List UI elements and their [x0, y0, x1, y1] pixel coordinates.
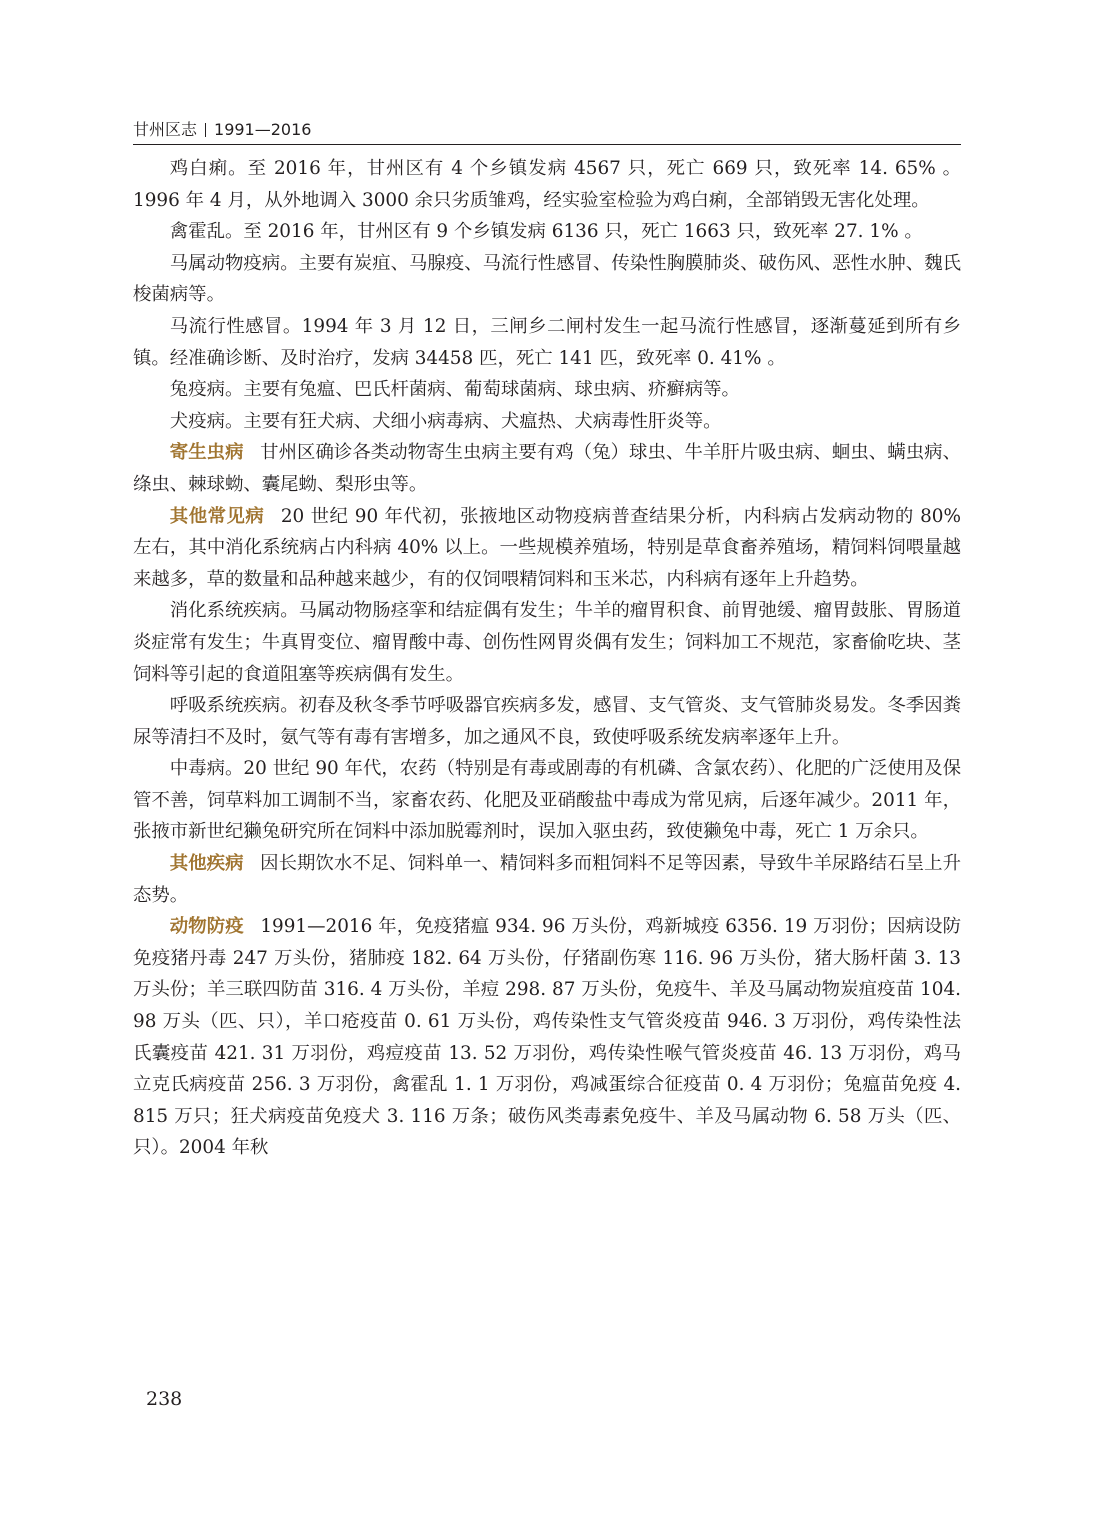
paragraph-digestive-diseases	[133, 595, 961, 690]
paragraph-text: 1991—2016 年，免疫猪瘟 934. 96 万头份，鸡新城疫 6356. 19 万羽份；因病设防免疫猪丹毒 247 万头份，猪肺疫 182. 64 万头份，仔猪副伤寒 116. 96 万头份，猪大肠杆菌 3. 13 万头份；羊三联四防苗 316. 4 万头份，羊痘 298. 87 万头份，免疫牛、羊及马属动物炭疽疫苗 104. 98 万头（匹、只），羊口疮疫苗 0. 61 万头份，鸡传染性支气管炎疫苗 946. 3 万羽份，鸡传染性法氏囊疫苗 421. 31 万羽份，鸡痘疫苗 13. 52 万羽份，鸡传染性喉气管炎疫苗 46. 13 万羽份，鸡马立克氏病疫苗 256. 3 万羽份，禽霍乱 1. 1 万羽份，鸡减蛋综合征疫苗 0. 4 万羽份；兔瘟苗免疫 4. 815 万只；狂犬病疫苗免疫犬 3. 116 万条；破伤风类毒素免疫牛、羊及马属动物 6. 58 万头（匹、只）。2004 年秋	[133, 916, 961, 1159]
paragraph-respiratory-diseases	[133, 690, 961, 753]
book-title: 甘州区志	[133, 120, 198, 139]
paragraph-text: 因长期饮水不足、饲料单一、精饲料多而粗饲料不足等因素，导致牛羊尿路结石呈上升态势。	[133, 853, 961, 906]
paragraph-animal-epidemic-prevention	[133, 911, 961, 1164]
paragraph-text: 马流行性感冒。1994 年 3 月 12 日，三闸乡二闸村发生一起马流行性感冒，逐渐蔓延到所有乡镇。经准确诊断、及时治疗，发病 34458 匹，死亡 141 匹，致死率 0. 41% 。	[133, 315, 961, 369]
paragraph-other-diseases	[133, 848, 961, 911]
paragraph-poisoning	[133, 753, 961, 848]
section-term: 动物防疫	[169, 916, 244, 938]
header-separator	[205, 123, 206, 137]
section-term: 其他疾病	[169, 853, 244, 875]
year-range: 1991—2016	[214, 120, 312, 139]
paragraph-parasitic-diseases	[133, 437, 961, 500]
paragraph-text: 马属动物疫病。主要有炭疽、马腺疫、马流行性感冒、传染性胸膜肺炎、破伤风、恶性水肿、魏氏梭菌病等。	[133, 252, 961, 306]
paragraph-fowl-cholera	[133, 216, 961, 248]
section-term: 寄生虫病	[169, 442, 244, 464]
page-number: 238	[146, 1388, 183, 1410]
paragraph-chicken-pullorum	[133, 153, 961, 216]
paragraph-other-common-diseases	[133, 501, 961, 596]
paragraph-text: 消化系统疾病。马属动物肠痉挛和结症偶有发生；牛羊的瘤胃积食、前胃弛缓、瘤胃鼓胀、胃肠道炎症常有发生；牛真胃变位、瘤胃酸中毒、创伤性网胃炎偶有发生；饲料加工不规范，家畜偷吃块、茎饲料等引起的食道阻塞等疾病偶有发生。	[133, 600, 961, 685]
page-body	[133, 153, 961, 1164]
paragraph-canine-diseases	[133, 406, 961, 438]
running-header	[133, 118, 961, 145]
paragraph-text: 中毒病。20 世纪 90 年代，农药（特别是有毒或剧毒的有机磷、含氯农药）、化肥的广泛使用及保管不善，饲草料加工调制不当，家畜农药、化肥及亚硝酸盐中毒成为常见病，后逐年减少。2011 年，张掖市新世纪獭兔研究所在饲料中添加脱霉剂时，误加入驱虫药，致使獭兔中毒，死亡 1 万余只。	[133, 758, 961, 843]
paragraph-equine-influenza	[133, 311, 961, 374]
paragraph-text: 禽霍乱。至 2016 年，甘州区有 9 个乡镇发病 6136 只，死亡 1663 只，致死率 27. 1% 。	[169, 221, 923, 243]
section-term: 其他常见病	[169, 505, 265, 527]
paragraph-text: 鸡白痢。至 2016 年，甘州区有 4 个乡镇发病 4567 只，死亡 669 只，致死率 14. 65% 。1996 年 4 月，从外地调入 3000 余只劣质雏鸡，经实验室检验为鸡白痢，全部销毁无害化处理。	[133, 158, 961, 211]
paragraph-rabbit-diseases	[133, 374, 961, 406]
paragraph-text: 甘州区确诊各类动物寄生虫病主要有鸡（兔）球虫、牛羊肝片吸虫病、蛔虫、螨虫病、绦虫、棘球蚴、囊尾蚴、梨形虫等。	[133, 442, 961, 495]
paragraph-equine-diseases	[133, 248, 961, 311]
paragraph-text: 20 世纪 90 年代初，张掖地区动物疫病普查结果分析，内科病占发病动物的 80% 左右，其中消化系统病占内科病 40% 以上。一些规模养殖场，特别是草食畜养殖场，精饲料饲喂量越来越多，草的数量和品种越来越少，有的仅饲喂精饲料和玉米芯，内科病有逐年上升趋势。	[133, 505, 961, 590]
paragraph-text: 呼吸系统疾病。初春及秋冬季节呼吸器官疾病多发，感冒、支气管炎、支气管肺炎易发。冬季因粪尿等清扫不及时，氨气等有毒有害增多，加之通风不良，致使呼吸系统发病率逐年上升。	[133, 695, 961, 748]
paragraph-text: 兔疫病。主要有兔瘟、巴氏杆菌病、葡萄球菌病、球虫病、疥癣病等。	[169, 379, 740, 401]
paragraph-text: 犬疫病。主要有狂犬病、犬细小病毒病、犬瘟热、犬病毒性肝炎等。	[169, 410, 722, 432]
